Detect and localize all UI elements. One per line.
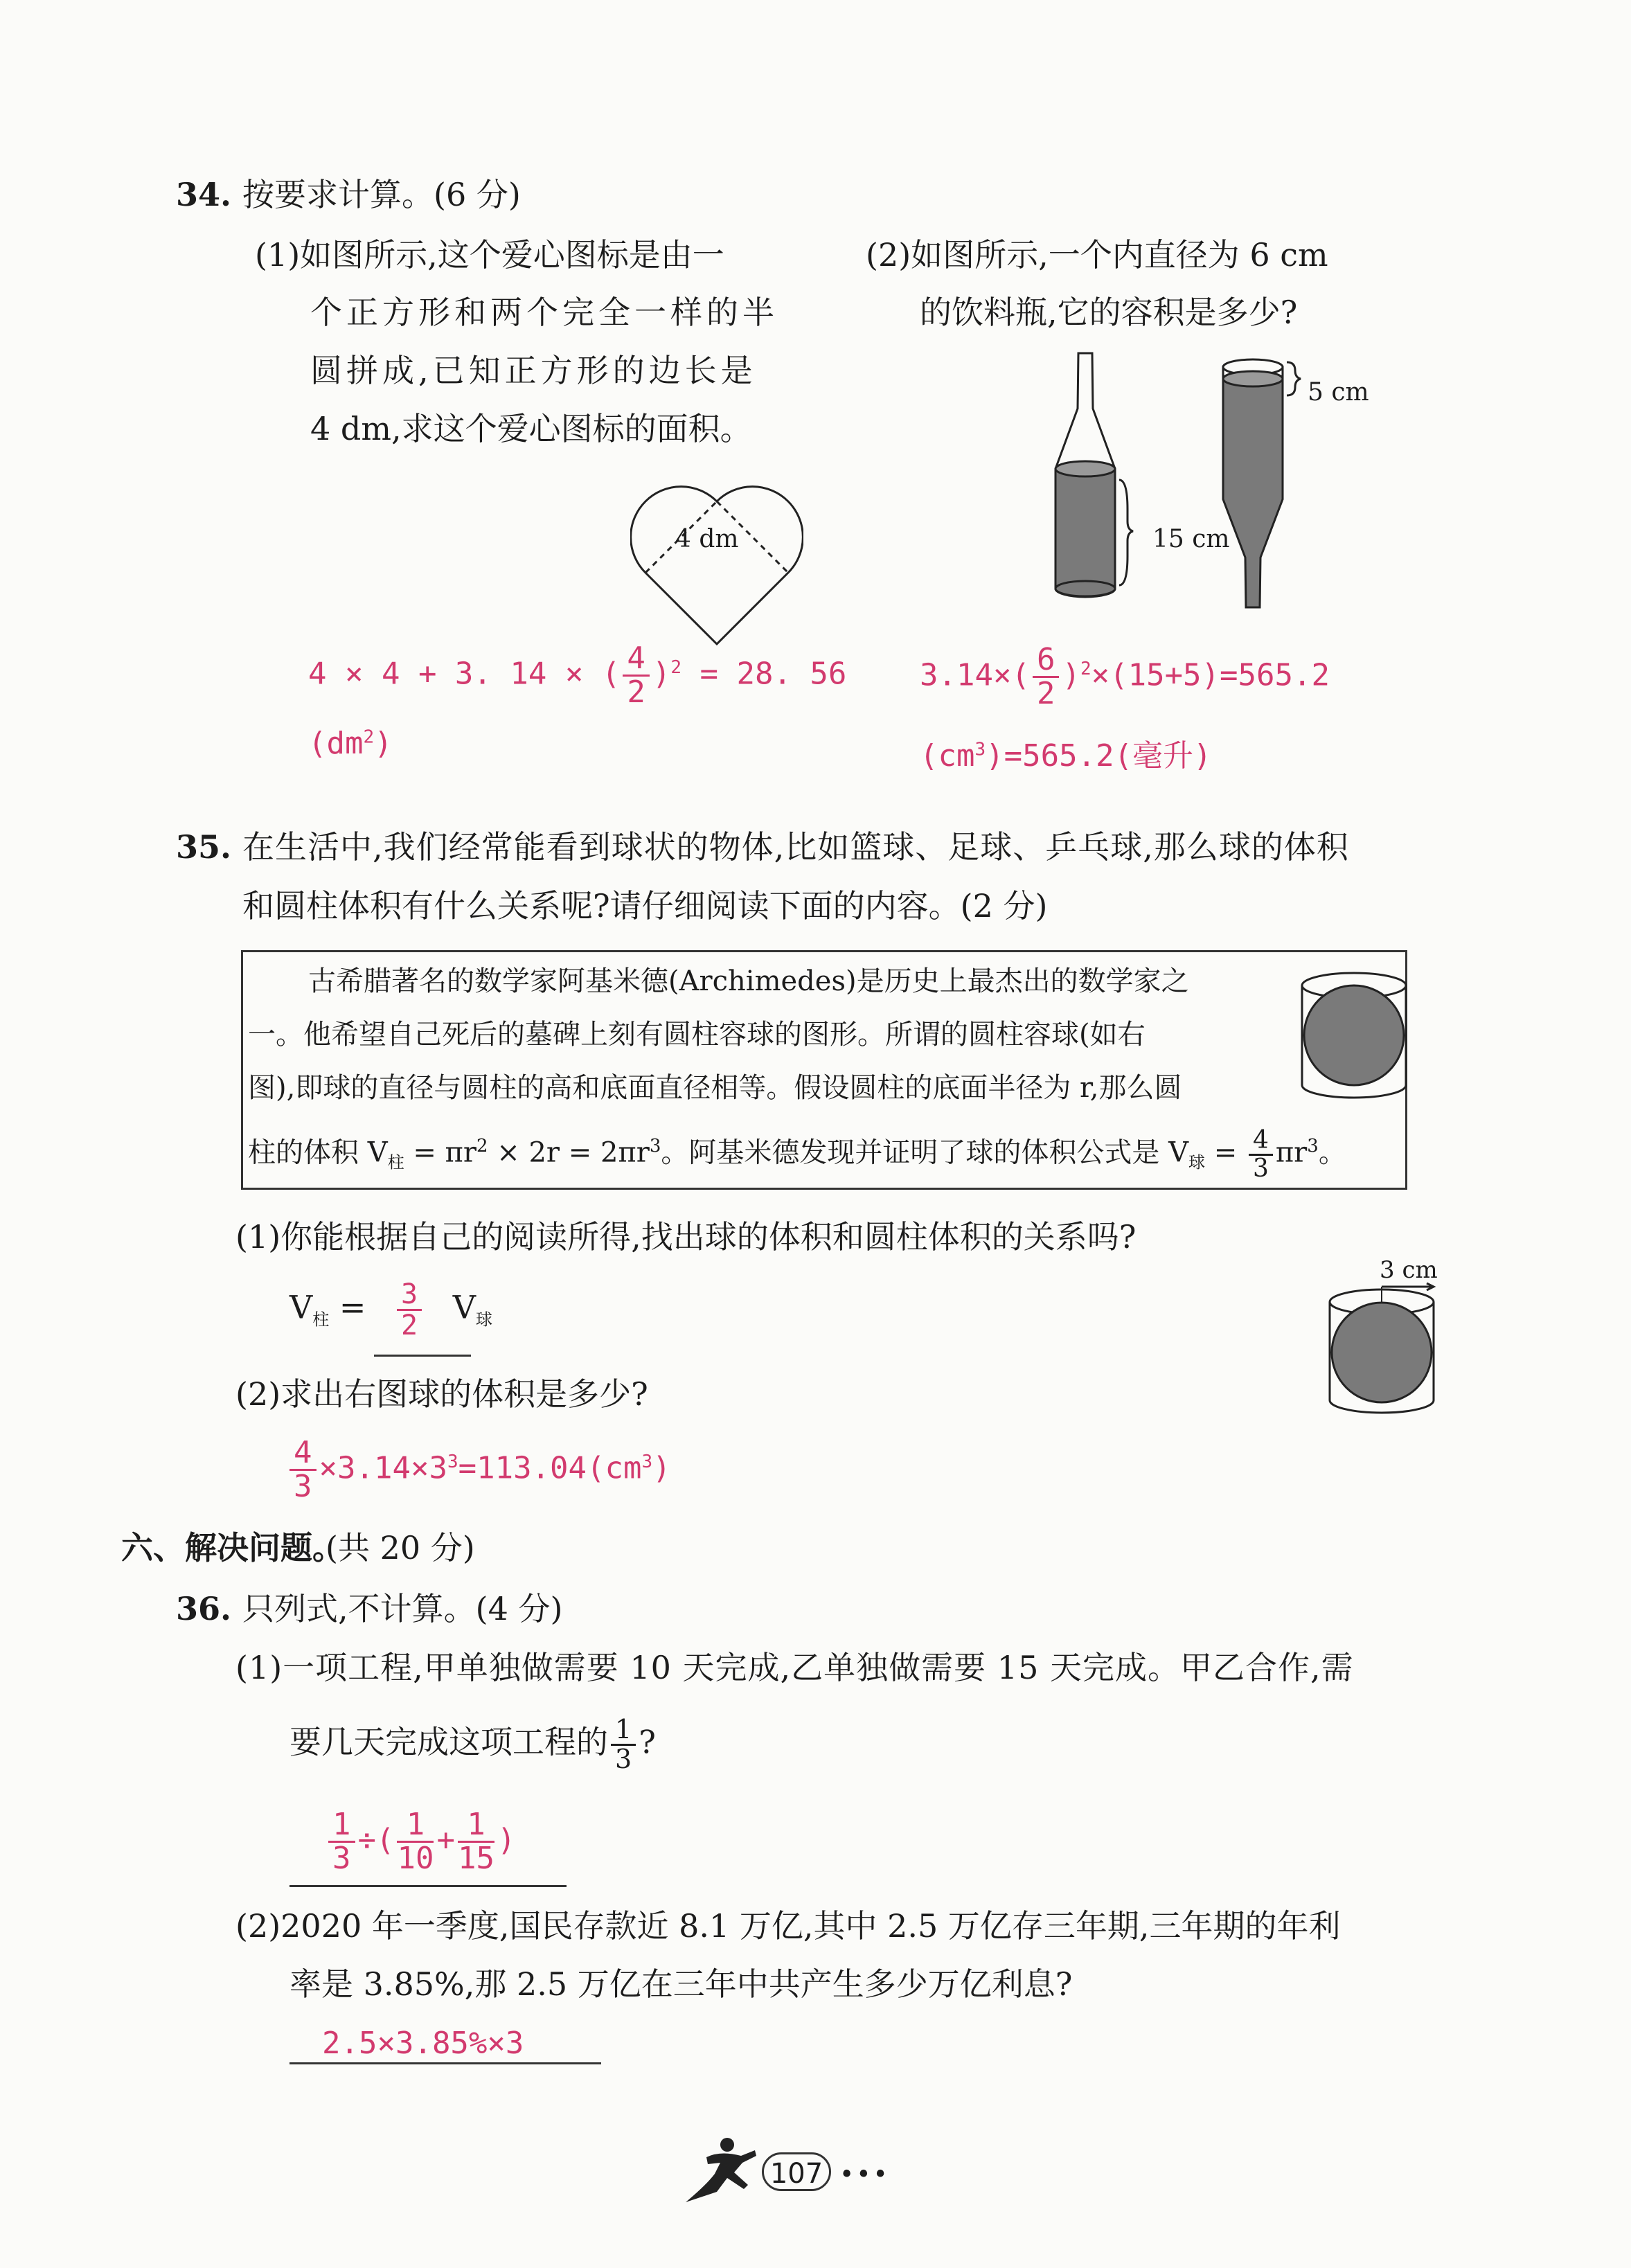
- bottle-5cm-label: 5 cm: [1308, 378, 1369, 407]
- q34-p1-unit: $(dm^2)$: [308, 726, 393, 761]
- q34-p1-line: 个正方形和两个完全一样的半: [310, 294, 778, 331]
- cylinder-3cm-label: 3 cm: [1380, 1256, 1438, 1284]
- heart-side-label: 4 dm: [675, 525, 739, 553]
- q34-number: 34.: [176, 176, 232, 213]
- heart-outline: [631, 487, 803, 644]
- q34-p1-line: 4 dm,求这个爱心图标的面积。: [310, 410, 752, 447]
- bracket-15cm: [1119, 480, 1133, 585]
- box-formula-line: 柱的体积 $V_柱 = \pi r^2 \times 2r = 2\pi r^3$。阿基米德发现并证明了球的体积公式是 $V_球$ = $\frac{4}{3}$ $\pi r^3$。: [248, 1126, 1346, 1183]
- sphere: [1332, 1303, 1432, 1402]
- q34-p1-line: 圆拼成,已知正方形的边长是: [310, 352, 757, 389]
- q34-p2-line: (2)如图所示,一个内直径为 6 cm: [866, 236, 1328, 274]
- bottle-upright-liquid: [1055, 469, 1115, 589]
- bottle-figure: [1046, 350, 1434, 613]
- sphere: [1304, 985, 1404, 1085]
- q36-p1-answer: $\frac{1}{3}$ ÷( $\frac{1}{10}$ + $\frac{1}{15}$ ): [326, 1809, 515, 1875]
- q36-p1-line2: 要几天完成这项工程的 $\frac{1}{3}$ ?: [289, 1714, 656, 1774]
- q36-title: 只列式,不计算。(4 分): [242, 1590, 563, 1627]
- q36-p2-line2: 率是 3.85%,那 2.5 万亿在三年中共产生多少万亿利息?: [289, 1965, 1073, 2003]
- q34-p2-unit: $(cm^3)=565.2$(毫升): [920, 738, 1212, 774]
- q36-p1-answer-line: [289, 1885, 567, 1887]
- q35-line1: 在生活中,我们经常能看到球状的物体,比如篮球、足球、乒乓球,那么球的体积: [242, 828, 1349, 866]
- section6-title: 六、解决问题。: [121, 1529, 344, 1566]
- runner-icon: [679, 2129, 769, 2206]
- page-number: 107: [762, 2152, 831, 2191]
- cylinder-sphere-figure-2: [1323, 1281, 1444, 1416]
- q34-p1-answer: 4 × 4 + 3. 14 × ( $\frac{4}{2}$ )$^2$ = 28. 56: [308, 641, 847, 711]
- q34-p1-line: (1)如图所示,这个爱心图标是由一: [255, 236, 724, 274]
- q35-line2: 和圆柱体积有什么关系呢?请仔细阅读下面的内容。(2 分): [242, 887, 1048, 925]
- box-line: 一。他希望自己死后的墓碑上刻有圆柱容球的图形。所谓的圆柱容球(如右: [248, 1019, 1146, 1051]
- q34-p2-answer: 3.14×( $\frac{6}{2}$ )$^2$×(15+5)=565.2: [920, 642, 1330, 712]
- heart-figure: [630, 471, 803, 651]
- q36-p2-line1: (2)2020 年一季度,国民存款近 8.1 万亿,其中 2.5 万亿存三年期,三年期的年利: [235, 1907, 1341, 1945]
- q36-number: 36.: [176, 1590, 232, 1627]
- q35-number: 35.: [176, 828, 232, 866]
- cylinder-sphere-figure: [1295, 966, 1413, 1105]
- box-line: 古希腊著名的数学家阿基米德(Archimedes)是历史上最杰出的数学家之: [308, 965, 1189, 997]
- q36-p1-line1: (1)一项工程,甲单独做需要 10 天完成,乙单独做需要 15 天完成。甲乙合作,需: [235, 1649, 1354, 1686]
- q35-p2-question: (2)求出右图球的体积是多少?: [235, 1375, 648, 1413]
- q35-p2-answer: $\frac{4}{3}$ $\times 3.14\times 3^3=113.04(cm^3)$: [289, 1437, 671, 1503]
- q36-p2-answer: 2.5×3.85%×3: [322, 2026, 524, 2061]
- q34-p2-line: 的饮料瓶,它的容积是多少?: [920, 294, 1298, 331]
- q35-p1-question: (1)你能根据自己的阅读所得,找出球的体积和圆柱体积的关系吗?: [235, 1218, 1137, 1256]
- q35-p1-blank-line: [374, 1355, 471, 1357]
- page-dots: •••: [839, 2161, 890, 2189]
- q34-title: 按要求计算。(6 分): [242, 176, 521, 213]
- section6-score: (共 20 分): [326, 1529, 475, 1566]
- box-line: 图),即球的直径与圆柱的高和底面直径相等。假设圆柱的底面半径为 r,那么圆: [248, 1072, 1182, 1104]
- bracket-5cm: [1287, 362, 1301, 395]
- q35-p1-relation: $V_柱$ = $\frac{3}{2}$ $V_球$: [289, 1278, 492, 1341]
- q36-p2-answer-line: [289, 2062, 601, 2064]
- bottle-15cm-label: 15 cm: [1152, 525, 1230, 553]
